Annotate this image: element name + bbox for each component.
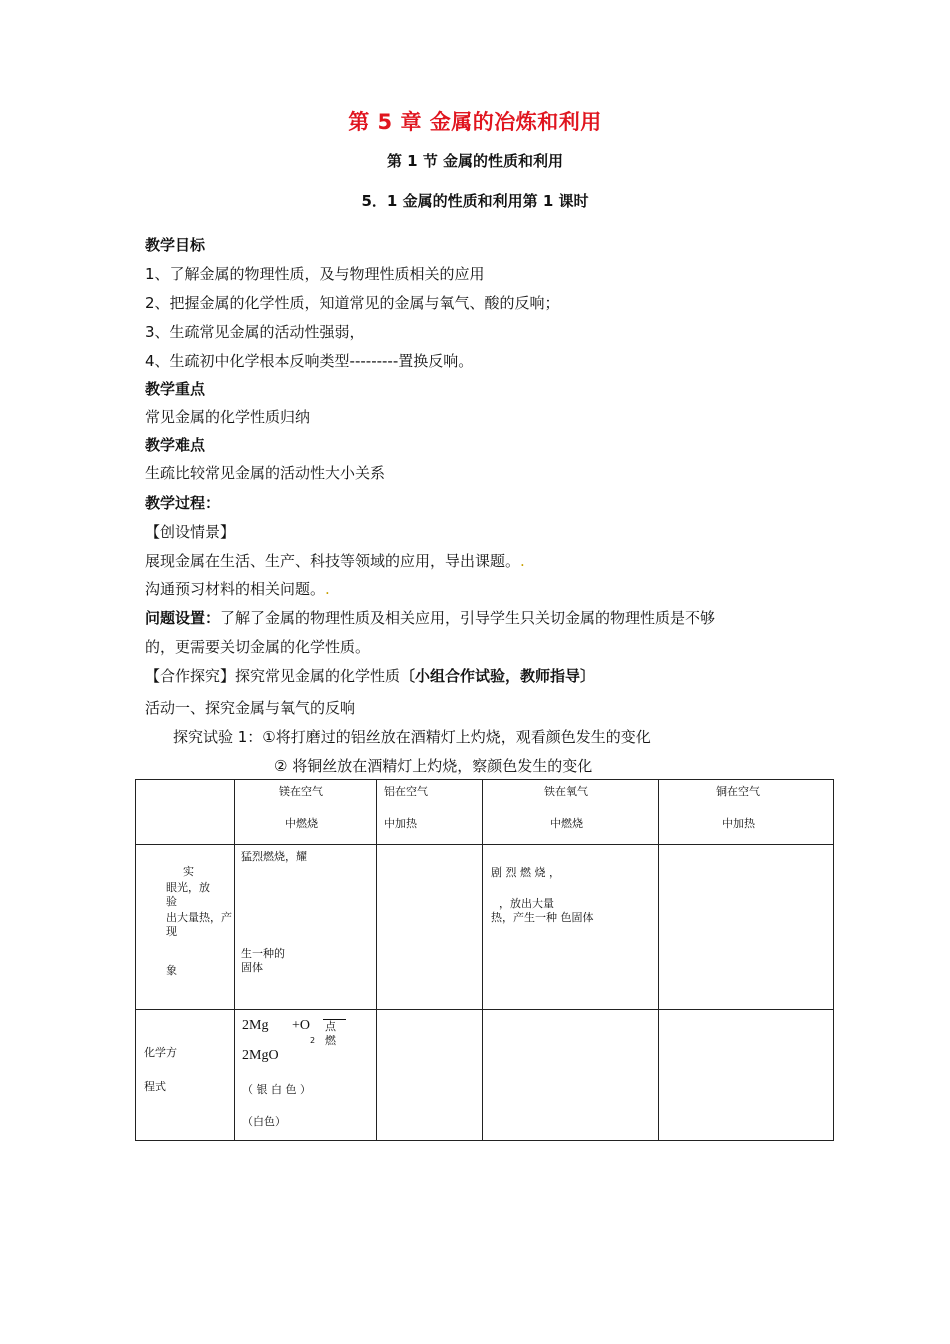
chapter-title: 第 5 章 金属的冶炼和利用 bbox=[348, 110, 602, 134]
goals-heading: 教学目标 bbox=[145, 236, 206, 254]
goal-item: 4、生疏初中化学根本反响类型---------置换反响。 bbox=[145, 352, 474, 370]
experiment-table bbox=[135, 779, 834, 1141]
process-heading: 教学过程： bbox=[145, 494, 221, 512]
header-mg: 镁在空气 中燃烧 bbox=[235, 780, 377, 845]
table-row-equation bbox=[136, 1010, 834, 1141]
difficulty-text: 生疏比较常见金属的活动性大小关系 bbox=[145, 464, 386, 482]
header-cu: 铜在空气 中加热 bbox=[659, 780, 834, 845]
question-paragraph: 问题设置：了解了金属的物理性质及相关应用，引导学生只关切金属的物理性质是不够 bbox=[145, 609, 716, 627]
lesson-title: 5．1 金属的性质和利用第 1 课时 bbox=[361, 192, 589, 210]
cu-equation-cell bbox=[659, 1010, 834, 1141]
header-fe: 铁在氧气 中燃烧 bbox=[483, 780, 659, 845]
mg-equation-cell: 2Mg +O 2 点 燃 2MgO （ 银 白 色 ） （白色） bbox=[235, 1010, 377, 1141]
key-point-text: 常见金属的化学性质归纳 bbox=[145, 408, 311, 426]
table-header-row bbox=[136, 780, 834, 845]
section-title: 第 1 节 金属的性质和利用 bbox=[386, 152, 564, 170]
experiment-line: 探究试验 1：①将打磨过的铝丝放在酒精灯上灼烧，观看颜色发生的变化 bbox=[173, 728, 651, 746]
scenario-line: 沟通预习材料的相关问题。. bbox=[145, 580, 330, 598]
header-al: 铝在空气 中加热 bbox=[377, 780, 483, 845]
mg-phenomenon-cell: 猛烈燃烧，耀 生一种的 固体 bbox=[235, 845, 377, 1010]
row-label-equation: 化学方 程式 bbox=[136, 1010, 235, 1141]
reaction-condition: 点 bbox=[323, 1019, 346, 1034]
scenario-line: 展现金属在生活、生产、科技等领域的应用，导出课题。. bbox=[145, 552, 525, 570]
difficulty-heading: 教学难点 bbox=[145, 436, 206, 454]
scenario-label: 【创设情景】 bbox=[145, 523, 236, 541]
fe-equation-cell bbox=[483, 1010, 659, 1141]
table-row-phenomenon bbox=[136, 845, 834, 1010]
fe-phenomenon-cell: 剧 烈 燃 烧 ， ，放出大量 热，产生一种 色固体 bbox=[483, 845, 659, 1010]
al-phenomenon-cell bbox=[377, 845, 483, 1010]
question-line: 的，更需要关切金属的化学性质。 bbox=[145, 638, 371, 656]
row-label-phenomenon: 实 眼光，放 验 出大量热，产 现 象 bbox=[136, 845, 235, 1010]
activity-heading: 活动一、探究金属与氧气的反响 bbox=[145, 699, 356, 717]
al-equation-cell bbox=[377, 1010, 483, 1141]
goal-item: 2、把握金属的化学性质，知道常见的金属与氧气、酸的反响； bbox=[145, 294, 560, 312]
experiment-line: ② 将铜丝放在酒精灯上灼烧，察颜色发生的变化 bbox=[274, 757, 593, 775]
cu-phenomenon-cell bbox=[659, 845, 834, 1010]
goal-item: 3、生疏常见金属的活动性强弱， bbox=[145, 323, 365, 341]
goal-item: 1、了解金属的物理性质，及与物理性质相关的应用 bbox=[145, 265, 485, 283]
coop-paragraph: 【合作探究】探究常见金属的化学性质〔小组合作试验，教师指导〕 bbox=[145, 667, 596, 685]
corner-cell bbox=[136, 780, 235, 845]
key-point-heading: 教学重点 bbox=[145, 380, 206, 398]
